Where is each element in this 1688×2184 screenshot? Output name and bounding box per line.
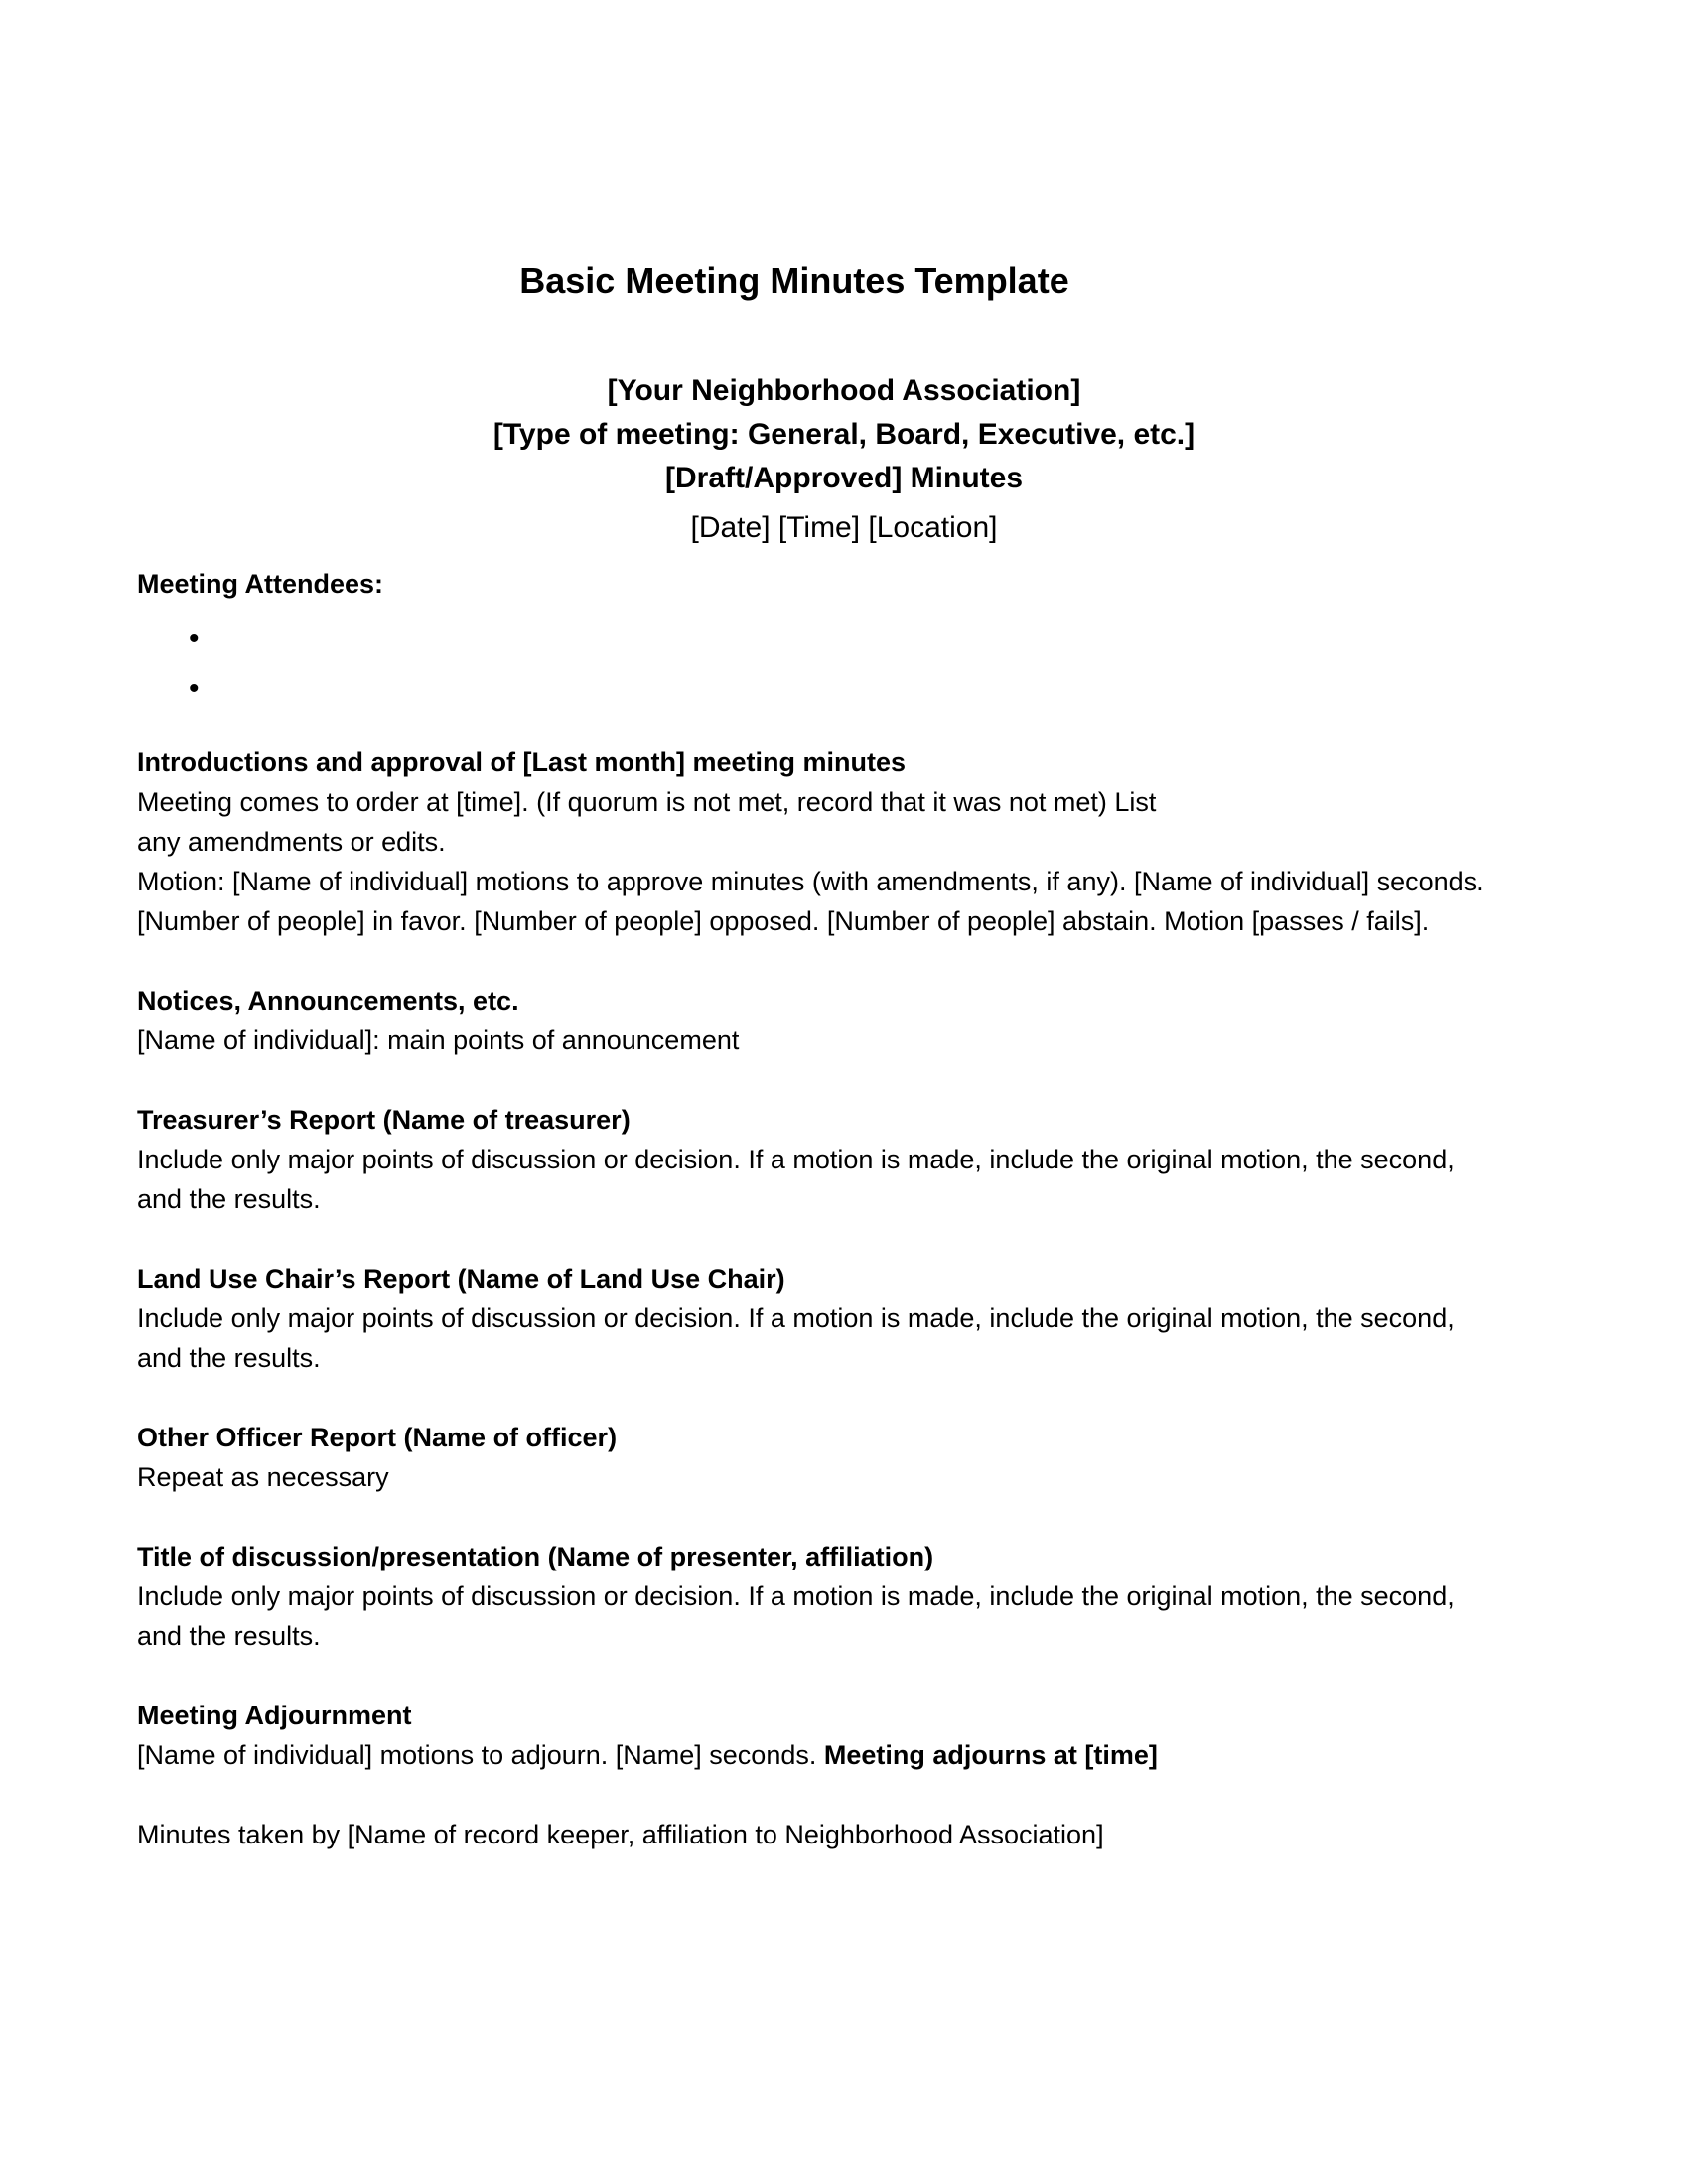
other-officer-heading: Other Officer Report (Name of officer) [137,1423,618,1452]
other-officer-body: Repeat as necessary [137,1462,389,1492]
attendees-heading: Meeting Attendees: [137,569,384,599]
bullet-icon: • [189,622,200,655]
spacer [137,715,1567,743]
association-name: [Your Neighborhood Association] [607,374,1081,407]
land-use-section [137,1259,1567,1378]
discussion-body-line: Include only major points of discussion or decision. If a motion is made, include the original motion, the second, [137,1581,1455,1611]
list-item [137,665,1567,715]
adjournment-motion-text: [Name of individual] motions to adjourn. [Name] seconds. [137,1740,824,1770]
discussion-section [137,1537,1567,1656]
treasurer-body-line: Include only major points of discussion or decision. If a motion is made, include the original motion, the second, [137,1145,1455,1174]
adjournment-heading: Meeting Adjournment [137,1701,412,1730]
land-use-body-line: Include only major points of discussion or decision. If a motion is made, include the original motion, the second, [137,1303,1455,1333]
spacer [137,941,1567,981]
adjournment-section [137,1696,1567,1775]
minutes-taken-by: Minutes taken by [Name of record keeper, affiliation to Neighborhood Association] [137,1820,1104,1849]
minutes-status: [Draft/Approved] Minutes [665,462,1023,494]
spacer [137,1497,1567,1537]
attendee-list [137,615,1567,715]
introductions-line: Meeting comes to order at [time]. (If quorum is not met, record that it was not met) List [137,787,1157,817]
spacer [137,1219,1567,1259]
notices-heading: Notices, Announcements, etc. [137,986,519,1016]
bullet-icon: • [189,672,200,705]
introductions-section [137,743,1567,941]
document-body [137,564,1567,1854]
adjournment-time-text: Meeting adjourns at [time] [823,1740,1158,1770]
introductions-heading: Introductions and approval of [Last month] meeting minutes [137,748,907,777]
other-officer-section [137,1418,1567,1497]
vote-line: [Number of people] in favor. [Number of people] opposed. [Number of people] abstain. Motion [passes / fails]. [137,906,1430,936]
spacer [137,1060,1567,1100]
spacer [137,1378,1567,1418]
document-title: Basic Meeting Minutes Template [519,260,1069,301]
adjournment-body [137,1735,1567,1775]
land-use-body-line: and the results. [137,1343,321,1373]
notices-section [137,981,1567,1060]
meeting-type: [Type of meeting: General, Board, Executive, etc.] [492,418,1196,451]
discussion-body-line: and the results. [137,1621,321,1651]
spacer [137,1775,1567,1815]
date-time-location: [Date] [Time] [Location] [690,511,998,544]
meeting-header [0,369,1688,550]
spacer [137,1656,1567,1696]
treasurer-section [137,1100,1567,1219]
treasurer-body-line: and the results. [137,1184,321,1214]
introductions-line: any amendments or edits. [137,827,446,857]
list-item [137,615,1567,665]
motion-line: Motion: [Name of individual] motions to approve minutes (with amendments, if any). [Name of individual] seconds. [137,867,1484,896]
record-keeper-section [137,1815,1567,1854]
attendees-section [137,564,1567,715]
land-use-heading: Land Use Chair’s Report (Name of Land Use Chair) [137,1264,785,1294]
discussion-heading: Title of discussion/presentation (Name of presenter, affiliation) [137,1542,934,1571]
treasurer-heading: Treasurer’s Report (Name of treasurer) [137,1105,631,1135]
notices-body: [Name of individual]: main points of announcement [137,1025,740,1055]
